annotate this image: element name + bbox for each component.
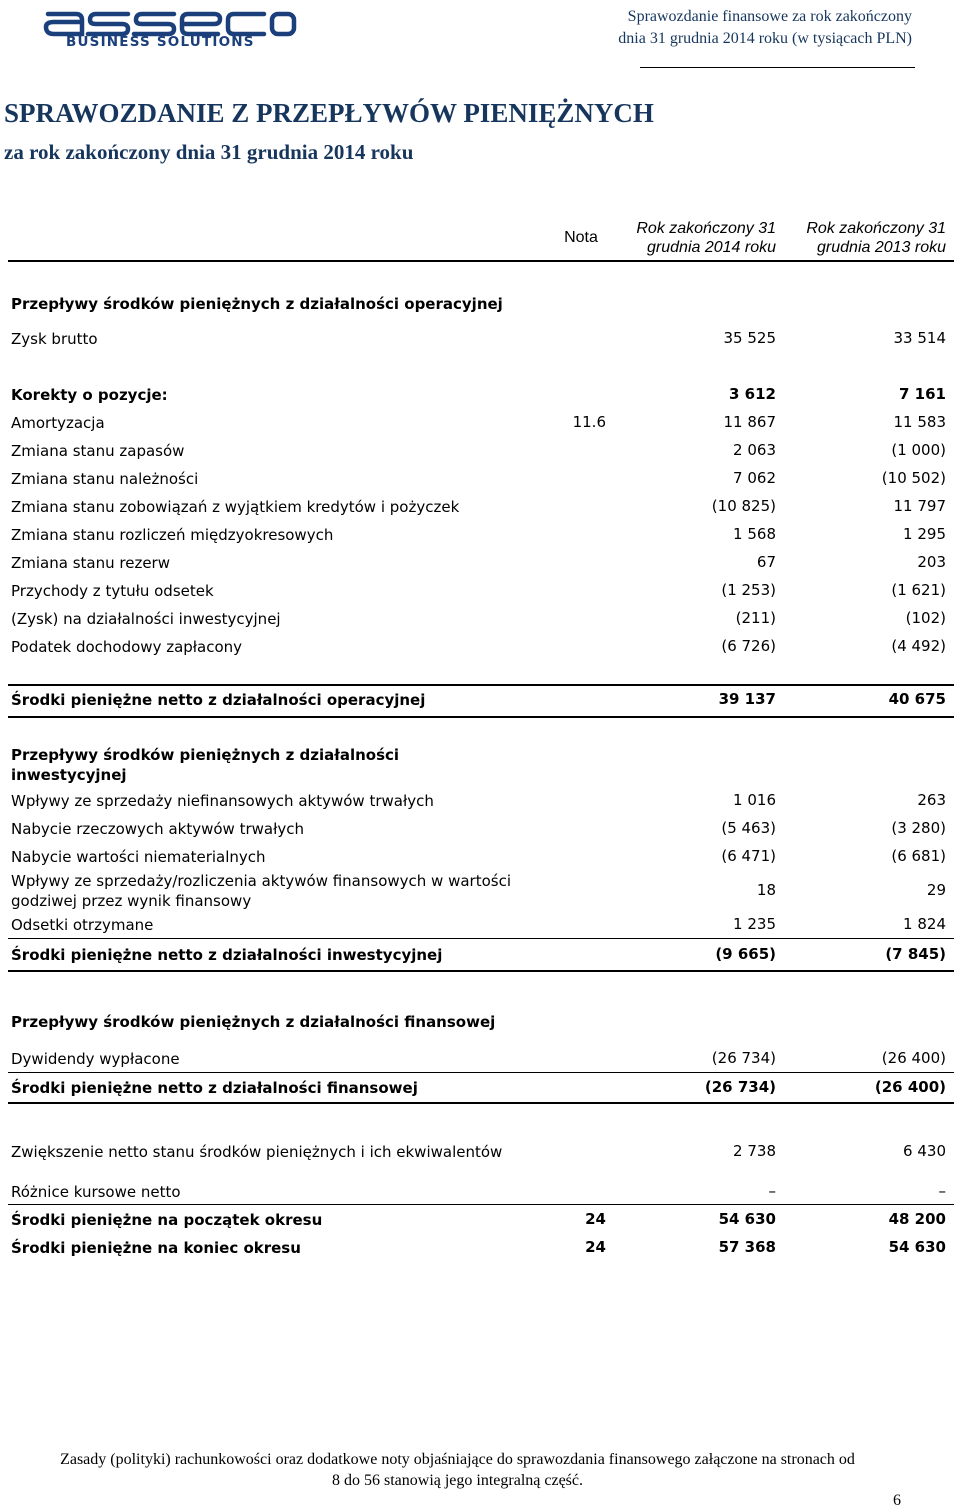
value-2013: 203 bbox=[917, 553, 946, 571]
value-2014: – bbox=[768, 1182, 776, 1200]
value-2014: 11 867 bbox=[723, 413, 776, 431]
value-2013: (26 400) bbox=[874, 1078, 946, 1096]
row-label: Przepływy środków pieniężnych z działalności finansowej bbox=[11, 1013, 496, 1031]
row-label: (Zysk) na działalności inwestycyjnej bbox=[11, 610, 281, 628]
page-subtitle: za rok zakończony dnia 31 grudnia 2014 roku bbox=[4, 140, 414, 164]
value-2013: 54 630 bbox=[888, 1238, 946, 1256]
row-label: Dywidendy wypłacone bbox=[11, 1050, 180, 1068]
value-2014: 2 063 bbox=[733, 441, 776, 459]
subtotal-rule bbox=[8, 938, 954, 939]
value-2013: (6 681) bbox=[891, 847, 946, 865]
value-2014: 54 630 bbox=[718, 1210, 776, 1228]
value-2013: 40 675 bbox=[888, 690, 946, 708]
value-2014: 67 bbox=[756, 553, 776, 571]
value-2013: 263 bbox=[917, 791, 946, 809]
document-header bbox=[618, 6, 912, 50]
header-rule bbox=[640, 67, 915, 68]
value-2014: (9 665) bbox=[715, 945, 776, 963]
row-label: Odsetki otrzymane bbox=[11, 916, 154, 934]
subtotal-rule bbox=[8, 1102, 954, 1104]
value-2013: – bbox=[938, 1182, 946, 1200]
value-2013: (4 492) bbox=[891, 637, 946, 655]
value-2013: 11 797 bbox=[893, 497, 946, 515]
row-label: Środki pieniężne netto z działalności inwestycyjnej bbox=[11, 946, 443, 964]
value-2014: (6 726) bbox=[721, 637, 776, 655]
row-label: Zmiana stanu rezerw bbox=[11, 554, 170, 572]
document-header-line2: dnia 31 grudnia 2014 roku (w tysiącach PLN) bbox=[618, 30, 912, 47]
value-2014: (26 734) bbox=[711, 1049, 776, 1067]
value-2013: 11 583 bbox=[893, 413, 946, 431]
row-label: Przepływy środków pieniężnych z działalności inwestycyjnej bbox=[11, 746, 400, 784]
value-2013: (1 621) bbox=[891, 581, 946, 599]
row-nota: 24 bbox=[585, 1238, 606, 1256]
value-2014: (211) bbox=[735, 609, 776, 627]
value-2014: 1 016 bbox=[733, 791, 776, 809]
value-2013: (7 845) bbox=[885, 945, 946, 963]
value-2013: 33 514 bbox=[893, 329, 946, 347]
document-header-line1: Sprawozdanie finansowe za rok zakończony bbox=[627, 8, 912, 25]
page-number: 6 bbox=[893, 1492, 901, 1509]
row-label: Korekty o pozycje: bbox=[11, 386, 168, 404]
row-label: Różnice kursowe netto bbox=[11, 1183, 181, 1201]
value-2013: 48 200 bbox=[888, 1210, 946, 1228]
row-label: Nabycie rzeczowych aktywów trwałych bbox=[11, 820, 304, 838]
row-label: Zysk brutto bbox=[11, 330, 98, 348]
row-label: Amortyzacja bbox=[11, 414, 105, 432]
page-title: SPRAWOZDANIE Z PRZEPŁYWÓW PIENIĘŻNYCH bbox=[4, 98, 654, 128]
footer-line1: Zasady (polityki) rachunkowości oraz dodatkowe noty objaśniające do sprawozdania finansowego załączone na stronach od bbox=[60, 1451, 855, 1468]
row-label: Wpływy ze sprzedaży niefinansowych aktywów trwałych bbox=[11, 792, 434, 810]
table-header-rule bbox=[8, 260, 954, 262]
row-label: Nabycie wartości niematerialnych bbox=[11, 848, 266, 866]
value-2014: 3 612 bbox=[729, 385, 776, 403]
value-2013: (3 280) bbox=[891, 819, 946, 837]
subtotal-rule bbox=[8, 1204, 954, 1205]
row-label: Zwiększenie netto stanu środków pieniężnych i ich ekwiwalentów bbox=[11, 1143, 503, 1161]
value-2013: (102) bbox=[905, 609, 946, 627]
row-label: Wpływy ze sprzedaży/rozliczenia aktywów finansowych w wartości godziwej przez wynik finansowy bbox=[11, 872, 511, 910]
value-2014: 57 368 bbox=[718, 1238, 776, 1256]
row-label: Zmiana stanu należności bbox=[11, 470, 199, 488]
row-nota: 24 bbox=[585, 1210, 606, 1228]
row-label: Środki pieniężne na koniec okresu bbox=[11, 1239, 301, 1257]
row-label: Zmiana stanu rozliczeń międzyokresowych bbox=[11, 526, 334, 544]
column-header-2013: Rok zakończony 31 grudnia 2013 roku bbox=[806, 220, 946, 256]
footer-line2: 8 do 56 stanowią jego integralną część. bbox=[331, 1472, 584, 1489]
value-2013: 29 bbox=[926, 881, 946, 899]
row-label: Przychody z tytułu odsetek bbox=[11, 582, 214, 600]
logo-subtitle: BUSINESS SOLUTIONS bbox=[66, 34, 255, 50]
value-2014: 39 137 bbox=[718, 690, 776, 708]
value-2014: 1 568 bbox=[733, 525, 776, 543]
row-label: Środki pieniężne na początek okresu bbox=[11, 1211, 323, 1229]
subtotal-rule bbox=[8, 970, 954, 972]
row-label: Podatek dochodowy zapłacony bbox=[11, 638, 243, 656]
value-2013: (1 000) bbox=[891, 441, 946, 459]
row-label: Środki pieniężne netto z działalności operacyjnej bbox=[11, 691, 426, 709]
row-label: Przepływy środków pieniężnych z działalności operacyjnej bbox=[11, 295, 503, 313]
row-label: Środki pieniężne netto z działalności finansowej bbox=[11, 1079, 418, 1097]
value-2014: 7 062 bbox=[733, 469, 776, 487]
subtotal-rule bbox=[8, 1072, 954, 1073]
value-2013: 7 161 bbox=[899, 385, 946, 403]
value-2013: (10 502) bbox=[881, 469, 946, 487]
value-2014: (26 734) bbox=[704, 1078, 776, 1096]
value-2013: 6 430 bbox=[903, 1142, 946, 1160]
value-2013: 1 824 bbox=[903, 915, 946, 933]
row-nota: 11.6 bbox=[572, 413, 606, 431]
value-2014: 2 738 bbox=[733, 1142, 776, 1160]
value-2014: (10 825) bbox=[711, 497, 776, 515]
value-2014: (6 471) bbox=[721, 847, 776, 865]
column-header-nota: Nota bbox=[564, 229, 598, 246]
value-2014: (5 463) bbox=[721, 819, 776, 837]
row-label: Zmiana stanu zapasów bbox=[11, 442, 185, 460]
value-2014: 35 525 bbox=[723, 329, 776, 347]
value-2013: (26 400) bbox=[881, 1049, 946, 1067]
value-2014: 18 bbox=[756, 881, 776, 899]
subtotal-rule bbox=[8, 684, 954, 686]
value-2014: 1 235 bbox=[733, 915, 776, 933]
subtotal-rule bbox=[8, 716, 954, 718]
row-label: Zmiana stanu zobowiązań z wyjątkiem kredytów i pożyczek bbox=[11, 498, 460, 516]
value-2013: 1 295 bbox=[903, 525, 946, 543]
footer-note bbox=[0, 1449, 915, 1491]
value-2014: (1 253) bbox=[721, 581, 776, 599]
column-header-2014: Rok zakończony 31 grudnia 2014 roku bbox=[636, 220, 776, 256]
